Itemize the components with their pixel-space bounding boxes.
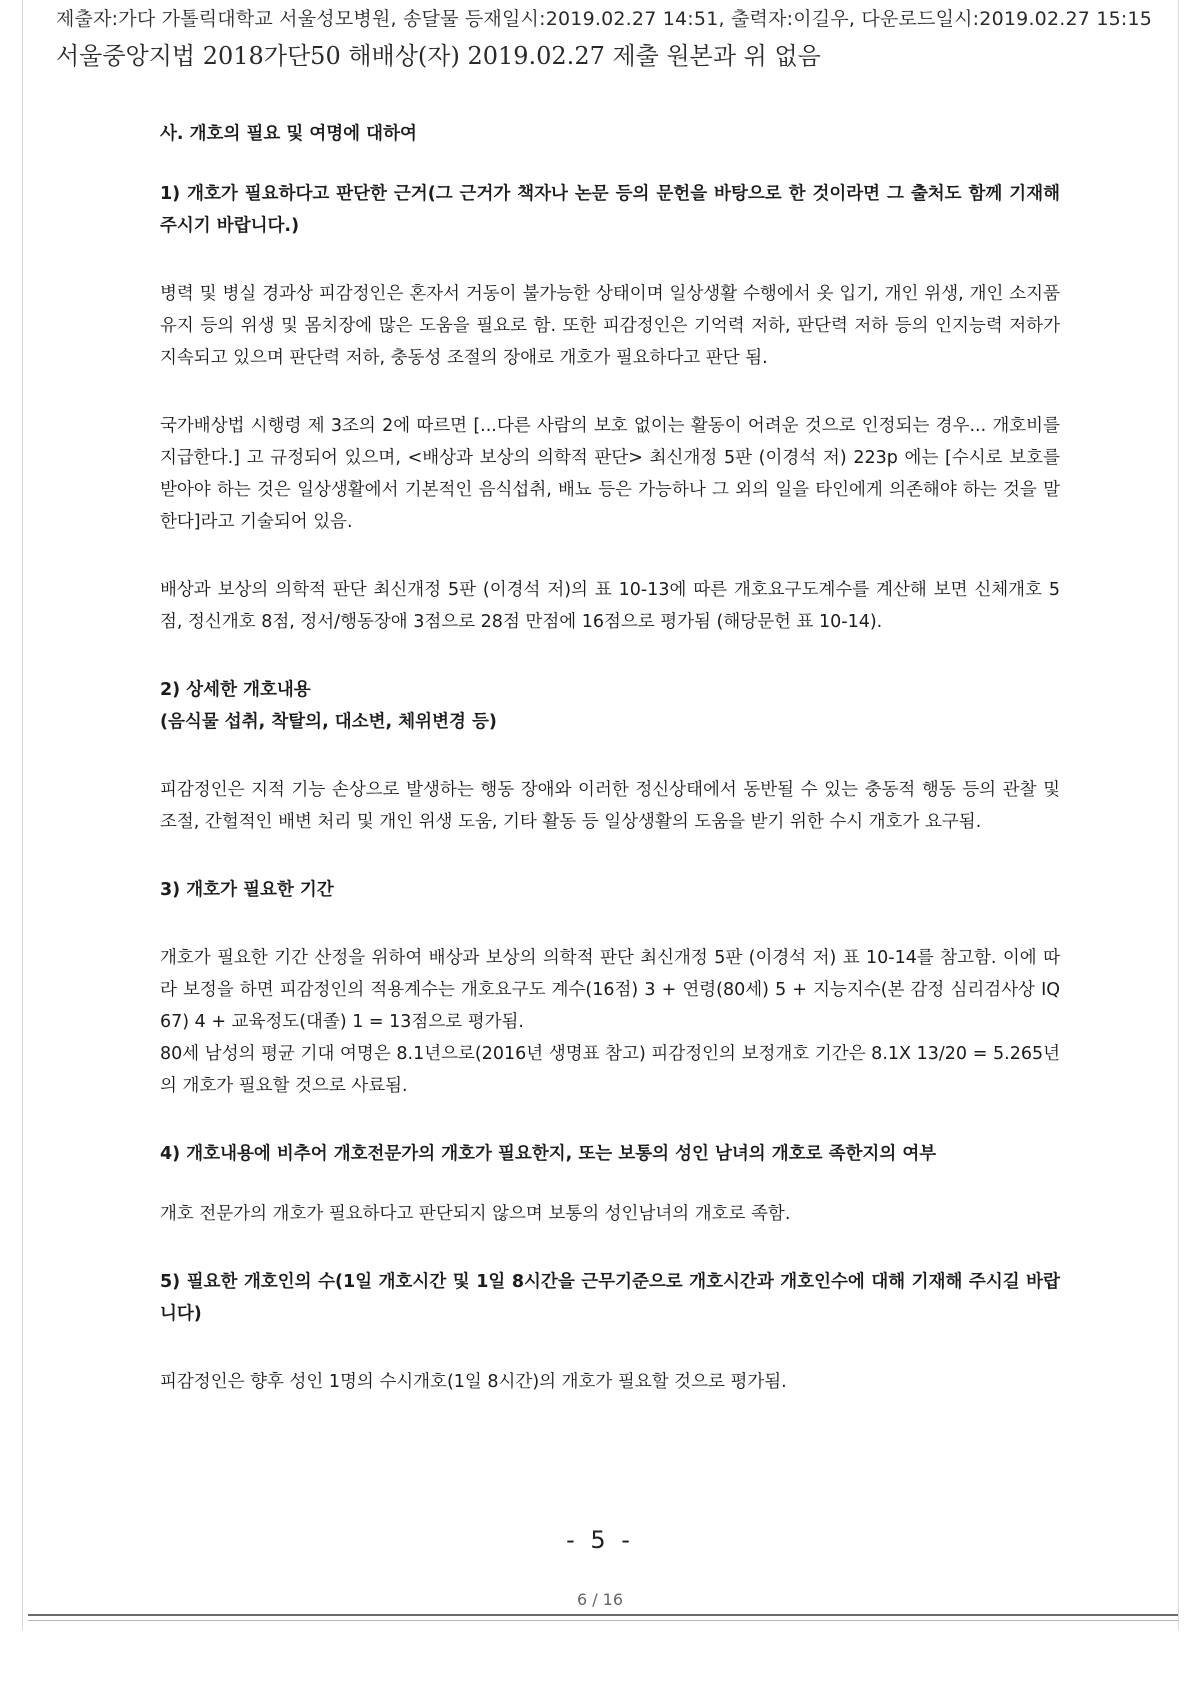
question-5-paragraph: 피감정인은 향후 성인 1명의 수시개호(1일 8시간)의 개호가 필요할 것으로 평가됨. (160, 1372, 787, 1392)
question-3-heading: 3) 개호가 필요한 기간 (160, 880, 334, 900)
submission-stamp-line: 제출자:가다 가톨릭대학교 서울성모병원, 송달물 등재일시:2019.02.27 14:51, 출력자:이길우, 다운로드일시:2019.02.27 15:15 (56, 8, 1153, 30)
question-3-paragraph-1: 개호가 필요한 기간 산정을 위하여 배상과 보상의 의학적 판단 최신개정 5판 (이경석 저) 표 10-14를 참고함. 이에 따라 보정을 하면 피감정인의 적용계수는 개호요구도 계수(16점) 3 + 연령(80세) 5 + 지능지수(본 감정 심리검사상 IQ 67) 4 + 교육정도(대졸) 1 = 13점으로 평가됨. (160, 948, 1060, 1032)
question-4-heading: 4) 개호내용에 비추어 개호전문가의 개호가 필요한지, 또는 보통의 성인 남녀의 개호로 족한지의 여부 (160, 1144, 937, 1164)
footer-rule-secondary (28, 1620, 1178, 1621)
page-number: - 5 - (566, 1526, 634, 1554)
question-1-paragraph-1: 병력 및 병실 경과상 피감정인은 혼자서 거동이 불가능한 상태이며 일상생활 수행에서 옷 입기, 개인 위생, 개인 소지품 유지 등의 위생 및 몸치장에 많은 도움을 필요로 함. 또한 피감정인은 기억력 저하, 판단력 저하 등의 인지능력 저하가 지속되고 있으며 판단력 저하, 충동성 조절의 장애로 개호가 필요하다고 판단 됨. (160, 284, 1060, 368)
question-1-paragraph-3: 배상과 보상의 의학적 판단 최신개정 5판 (이경석 저)의 표 10-13에 따른 개호요구도계수를 계산해 보면 신체개호 5점, 정신개호 8점, 정서/행동장애 3점으로 28점 만점에 16점으로 평가됨 (해당문헌 표 10-14). (160, 580, 1060, 632)
question-2-heading: 2) 상세한 개호내용 (160, 680, 311, 700)
scan-left-margin-line (22, 0, 23, 1630)
section-title: 사. 개호의 필요 및 여명에 대하여 (160, 124, 417, 144)
question-1-heading: 1) 개호가 필요하다고 판단한 근거(그 근거가 책자나 논문 등의 문헌을 바탕으로 한 것이라면 그 출처도 함께 기재해주시기 바랍니다.) (160, 184, 1060, 236)
question-5-heading: 5) 필요한 개호인의 수(1일 개호시간 및 1일 8시간을 근무기준으로 개호시간과 개호인수에 대해 기재해 주시길 바랍니다) (160, 1272, 1060, 1324)
court-case-stamp-line: 서울중앙지법 2018가단50 해배상(자) 2019.02.27 제출 원본과 위 없음 (56, 42, 821, 70)
document-body (160, 118, 1060, 1398)
scan-right-margin-line (1178, 0, 1179, 1630)
question-4-paragraph: 개호 전문가의 개호가 필요하다고 판단되지 않으며 보통의 성인남녀의 개호로 족함. (160, 1204, 791, 1224)
footer-rule (28, 1614, 1178, 1616)
question-3-paragraph-2: 80세 남성의 평균 기대 여명은 8.1년으로(2016년 생명표 참고) 피감정인의 보정개호 기간은 8.1X 13/20 = 5.265년의 개호가 필요할 것으로 사료됨. (160, 1044, 1060, 1096)
question-2-subheading: (음식물 섭취, 착탈의, 대소변, 체위변경 등) (160, 712, 497, 732)
question-2-paragraph: 피감정인은 지적 기능 손상으로 발생하는 행동 장애와 이러한 정신상태에서 동반될 수 있는 충동적 행동 등의 관찰 및 조절, 간헐적인 배변 처리 및 개인 위생 도움, 기타 활동 등 일상생활의 도움을 받기 위한 수시 개호가 요구됨. (160, 780, 1060, 832)
question-1-paragraph-2: 국가배상법 시행령 제 3조의 2에 따르면 [...다른 사람의 보호 없이는 활동이 어려운 것으로 인정되는 경우... 개호비를 지급한다.] 고 규정되어 있으며, <배상과 보상의 의학적 판단> 최신개정 5판 (이경석 저) 223p 에는 [수시로 보호를 받아야 하는 것은 일상생활에서 기본적인 음식섭취, 배뇨 등은 가능하나 그 외의 일을 타인에게 의존해야 하는 것을 말한다]라고 기술되어 있음. (160, 416, 1060, 532)
page-counter: 6 / 16 (576, 1590, 624, 1609)
